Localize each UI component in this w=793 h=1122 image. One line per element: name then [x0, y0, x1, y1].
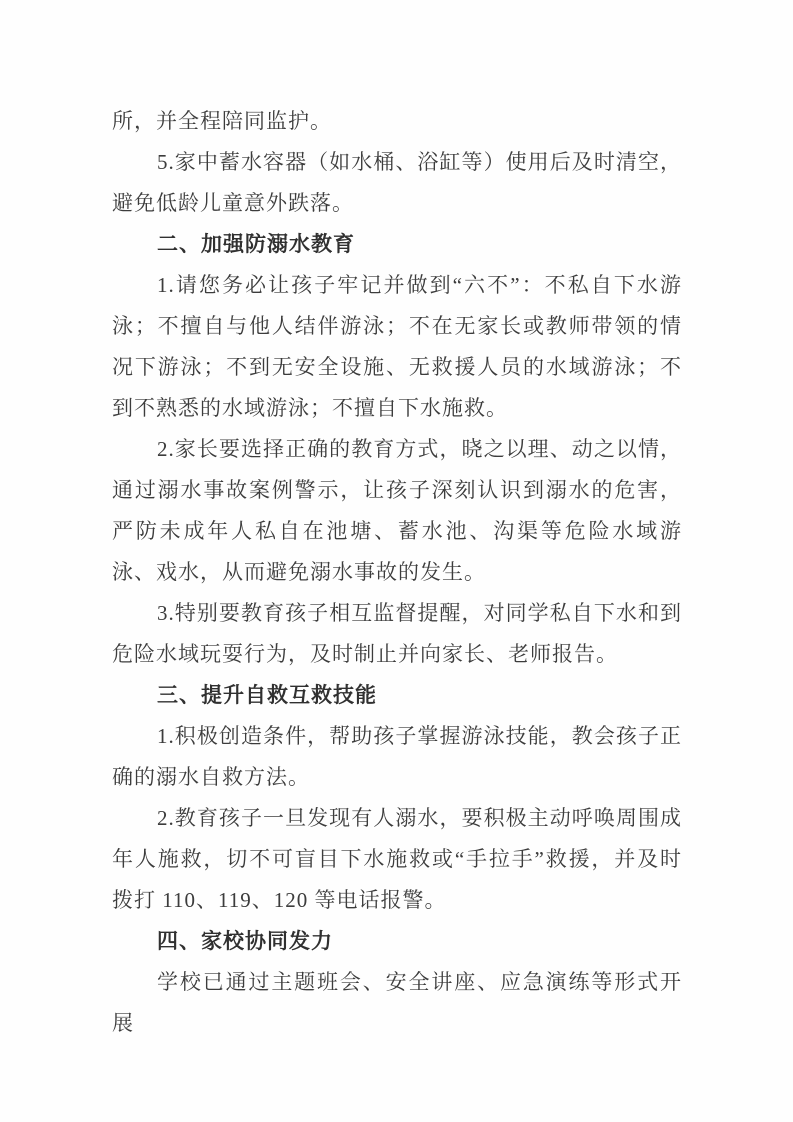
section-heading-4: 四、家校协同发力 — [157, 929, 333, 953]
paragraph-rescue-advice: 2.教育孩子一旦发现有人溺水，要积极主动呼唤周围成年人施救，切不可盲目下水施救或“手拉手”救援，并及时拨打 110、119、120 等电话报警。 — [112, 806, 682, 912]
paragraph-mutual-supervision: 3.特别要教育孩子相互监督提醒，对同学私自下水和到危险水域玩耍行为，及时制止并向家长、老师报告。 — [112, 601, 682, 666]
paragraph-education-method: 2.家长要选择正确的教育方式，晓之以理、动之以情，通过溺水事故案例警示，让孩子深刻认识到溺水的危害，严防未成年人私自在池塘、蓄水池、沟渠等危险水域游泳、戏水，从而避免溺水事故的发生。 — [112, 437, 682, 584]
paragraph-home-safety-item5: 5.家中蓄水容器（如水桶、浴缸等）使用后及时清空，避免低龄儿童意外跌落。 — [112, 150, 682, 215]
page-text-content — [112, 101, 682, 1044]
paragraph-school-activities: 学校已通过主题班会、安全讲座、应急演练等形式开展 — [112, 970, 682, 1035]
paragraph-continuation: 所，并全程陪同监护。 — [112, 109, 332, 133]
paragraph-swim-skills: 1.积极创造条件，帮助孩子掌握游泳技能，教会孩子正确的溺水自救方法。 — [112, 724, 682, 789]
section-heading-2: 二、加强防溺水教育 — [157, 232, 355, 256]
paragraph-six-nos: 1.请您务必让孩子牢记并做到“六不”：不私自下水游泳；不擅自与他人结伴游泳；不在无家长或教师带领的情况下游泳；不到无安全设施、无救援人员的水域游泳；不到不熟悉的水域游泳；不擅自下水施救。 — [112, 273, 682, 420]
section-heading-3: 三、提升自救互救技能 — [157, 683, 377, 707]
